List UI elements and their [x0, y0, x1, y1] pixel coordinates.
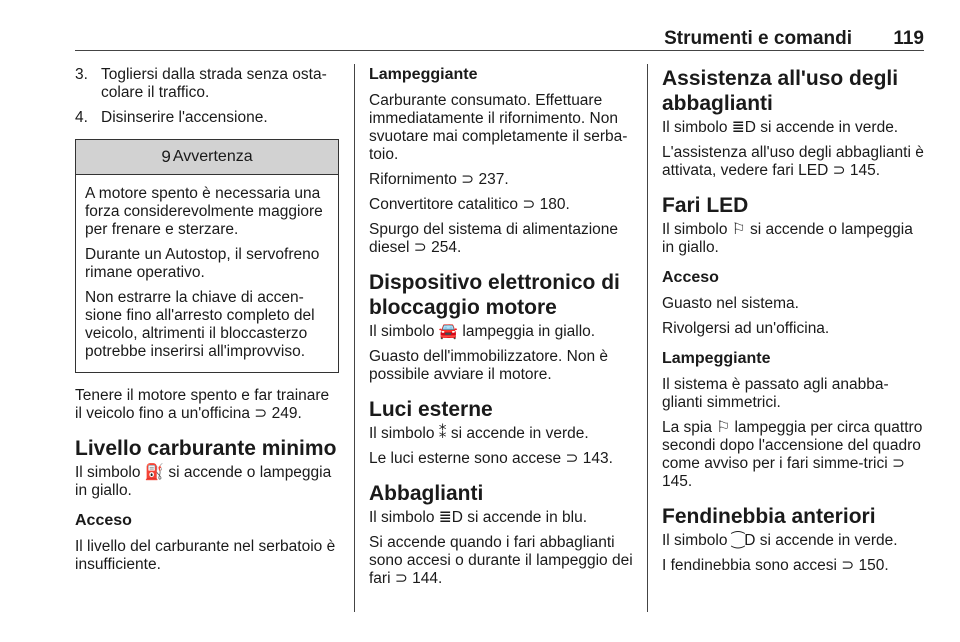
warning-paragraph: Non estrarre la chiave di accen-sione fino all'arresto completo del veicolo, altrimenti il bloccasterzo potrebbe inserirsi all'improvviso. [85, 289, 315, 360]
heading-acceso: Acceso [75, 512, 132, 529]
warning-paragraph: A motore spento è necessaria una forza considerevolmente maggiore per frenare e sterzare. [85, 185, 323, 238]
heading-lampeggiante: Lampeggiante [369, 66, 478, 83]
page-header [75, 28, 924, 52]
heading-front-fog: Fendinebbia anteriori [662, 505, 876, 528]
paragraph-fuel: Il simbolo ⛽ si accende o lampeggia in giallo. [75, 464, 332, 499]
column-divider-1 [354, 64, 355, 612]
paragraph: Carburante consumato. Effettuare immediatamente il rifornimento. Non svuotare mai completamente il serba-toio. [369, 92, 628, 163]
paragraph-tow: Tenere il motore spento e far trainare il veicolo fino a un'officina ⊃ 249. [75, 387, 330, 422]
paragraph: Rifornimento ⊃ 237. [369, 171, 509, 188]
paragraph: Le luci esterne sono accese ⊃ 143. [369, 450, 613, 467]
warning-header [76, 140, 338, 175]
paragraph: Il simbolo ≣D si accende in blu. [369, 509, 588, 526]
paragraph: Il sistema è passato agli anabba-glianti simmetrici. [662, 376, 889, 411]
warning-box [75, 139, 339, 373]
paragraph-acceso: Il livello del carburante nel serbatoio è insufficiente. [75, 538, 336, 573]
paragraph: Il simbolo ⁑ si accende in verde. [369, 425, 589, 442]
section-title: Strumenti e comandi [664, 28, 852, 49]
warning-body [76, 175, 338, 372]
paragraph: Guasto nel sistema. [662, 295, 799, 312]
column-1 [75, 66, 339, 581]
list-text: Disinserire l'accensione. [101, 109, 268, 126]
list-text: Togliersi dalla strada senza osta-colare il traffico. [101, 66, 327, 101]
paragraph: Rivolgersi ad un'officina. [662, 320, 830, 337]
heading-lampeggiante: Lampeggiante [662, 350, 771, 367]
paragraph: I fendinebbia sono accesi ⊃ 150. [662, 557, 889, 574]
header-divider [75, 50, 924, 51]
heading-acceso: Acceso [662, 269, 719, 286]
list-item [75, 109, 339, 127]
paragraph: Il simbolo ⚐ si accende o lampeggia in giallo. [662, 221, 913, 256]
list-number: 4. [75, 109, 88, 126]
paragraph: Il simbolo ⁐D si accende in verde. [662, 532, 898, 549]
heading-high-beam: Abbaglianti [369, 482, 484, 505]
column-3 [662, 66, 926, 582]
paragraph: Si accende quando i fari abbaglianti sono accesi o durante il lampeggio dei fari ⊃ 144. [369, 534, 633, 587]
heading-exterior-lights: Luci esterne [369, 398, 493, 421]
column-divider-2 [647, 64, 648, 612]
paragraph: Il simbolo 🚘 lampeggia in giallo. [369, 323, 596, 340]
paragraph: Guasto dell'immobilizzatore. Non è possibile avviare il motore. [369, 348, 609, 383]
list-item [75, 66, 339, 102]
heading-immobilizer: Dispositivo elettronico di bloccaggio motore [369, 271, 620, 319]
paragraph: Il simbolo ≣D si accende in verde. [662, 119, 899, 136]
list-number: 3. [75, 66, 88, 83]
heading-fuel: Livello carburante minimo [75, 437, 337, 460]
paragraph: Spurgo del sistema di alimentazione diesel ⊃ 254. [369, 221, 618, 256]
warning-title: Avvertenza [172, 148, 253, 165]
paragraph: Convertitore catalitico ⊃ 180. [369, 196, 570, 213]
heading-led-lights: Fari LED [662, 194, 749, 217]
page-number: 119 [893, 28, 924, 49]
heading-high-beam-assist: Assistenza all'uso degli abbaglianti [662, 67, 899, 115]
column-2 [369, 66, 633, 595]
warning-paragraph: Durante un Autostop, il servofreno rimane operativo. [85, 246, 320, 281]
warning-icon: 9 [161, 147, 171, 166]
paragraph: La spia ⚐ lampeggia per circa quattro secondi dopo l'accensione del quadro come avviso per i fari simme-trici ⊃ 145. [662, 419, 923, 490]
paragraph: L'assistenza all'uso degli abbaglianti è attivata, vedere fari LED ⊃ 145. [662, 144, 924, 179]
